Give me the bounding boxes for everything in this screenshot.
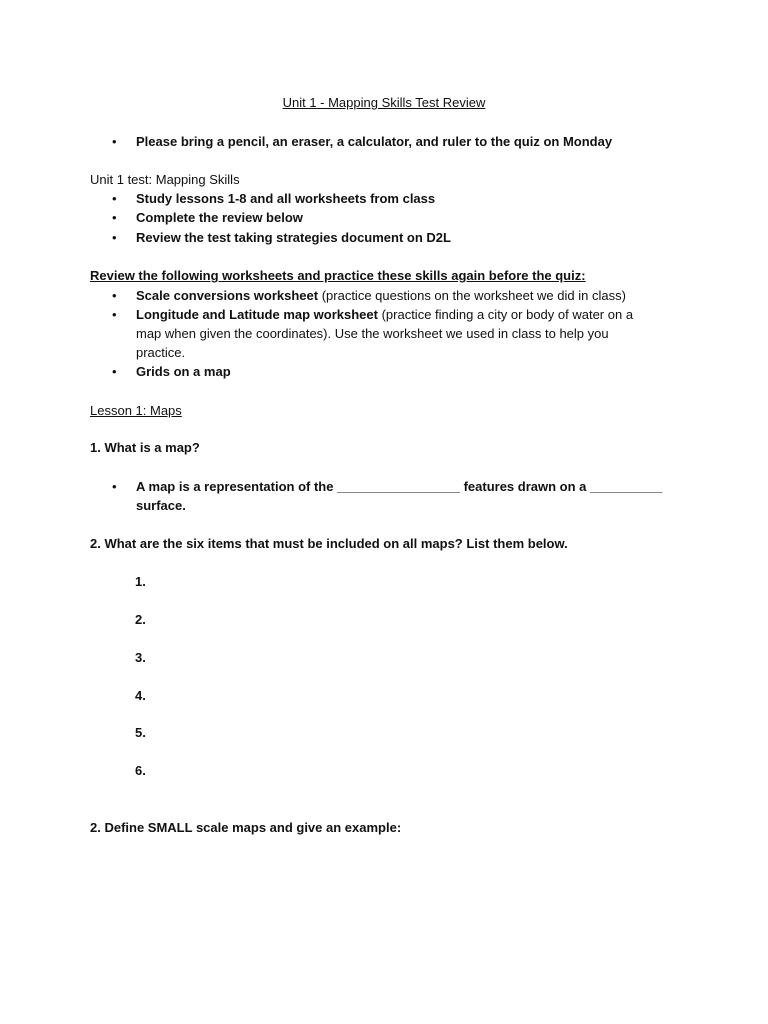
list-number: 2. [135, 612, 146, 627]
list-item-bold: Scale conversions worksheet [136, 288, 319, 303]
list-item-bold: Grids on a map [136, 364, 231, 379]
question-2: 2. What are the six items that must be included on all maps? List them below. [90, 536, 568, 551]
question-3: 2. Define SMALL scale maps and give an example: [90, 820, 402, 835]
list-item-text: (practice finding a city or body of water on a [377, 307, 634, 322]
list-number: 1. [135, 574, 146, 589]
intro-bullet-text: Please bring a pencil, an eraser, a calculator, and ruler to the quiz on Monday [136, 134, 613, 149]
question-1: 1. What is a map? [90, 440, 200, 455]
list-item-text: Study lessons 1-8 and all worksheets from class [136, 191, 436, 206]
bullet-icon: • [112, 364, 117, 379]
list-number: 3. [135, 650, 146, 665]
list-item-continuation: map when given the coordinates). Use the worksheet we used in class to help you [136, 326, 609, 341]
bullet-icon: • [112, 288, 117, 303]
bullet-icon: • [112, 479, 117, 494]
bullet-icon: • [112, 191, 117, 206]
list-item-continuation: practice. [136, 345, 186, 360]
fill-in-blank-continuation: surface. [136, 498, 186, 513]
page-title: Unit 1 - Mapping Skills Test Review [282, 95, 486, 110]
fill-in-blank-text: A map is a representation of the _________________ features drawn on a __________ [136, 479, 663, 494]
lesson-heading: Lesson 1: Maps [90, 403, 182, 418]
bullet-icon: • [112, 210, 117, 225]
list-number: 6. [135, 763, 146, 778]
bullet-icon: • [112, 134, 117, 149]
list-number: 4. [135, 688, 146, 703]
review-heading: Review the following worksheets and practice these skills again before the quiz: [90, 268, 586, 283]
unit-test-heading: Unit 1 test: Mapping Skills [90, 172, 240, 187]
list-number: 5. [135, 725, 146, 740]
list-item-text: Review the test taking strategies document on D2L [136, 230, 451, 245]
bullet-icon: • [112, 230, 117, 245]
list-item-text: Complete the review below [136, 210, 303, 225]
bullet-icon: • [112, 307, 117, 322]
list-item-bold: Longitude and Latitude map worksheet [136, 307, 378, 322]
list-item-text: (practice questions on the worksheet we did in class) [318, 288, 626, 303]
